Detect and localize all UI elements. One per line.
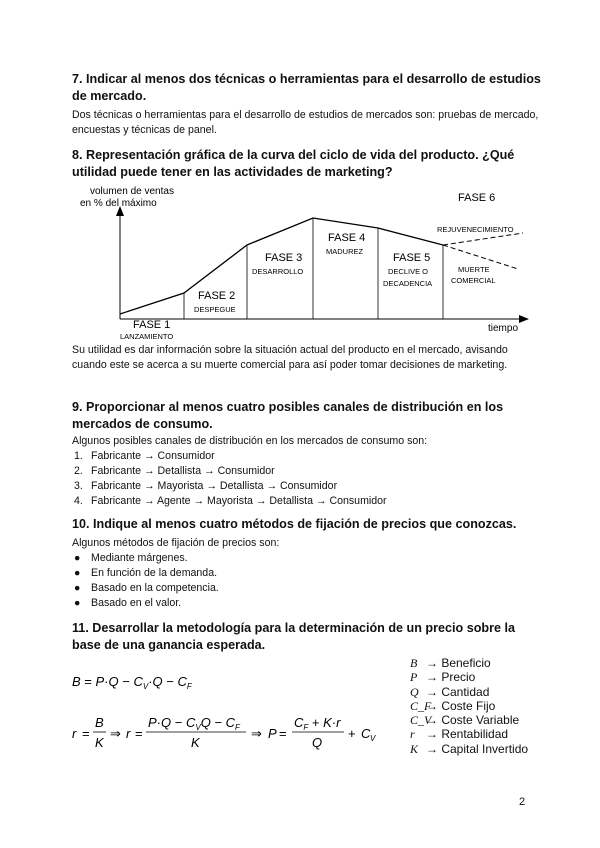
phase-2-name: FASE 2 — [198, 290, 236, 302]
q10-intro: Algunos métodos de fijación de precios son: — [72, 537, 280, 549]
phase-4-name: FASE 4 — [328, 232, 366, 244]
legend-item: K → Capital Invertido — [410, 741, 529, 756]
svg-text:+: + — [348, 726, 356, 741]
y-axis-label-line1: volumen de ventas — [90, 186, 174, 197]
legend-item: Q → Cantidad — [410, 684, 490, 699]
phase-3-label: DESARROLLO — [252, 267, 304, 276]
phase-3-name: FASE 3 — [265, 252, 303, 264]
svg-text:=: = — [135, 726, 143, 741]
list-item: 2. Fabricante → Detallista → Consumidor — [74, 465, 275, 477]
list-item: 3. Fabricante → Mayorista → Detallista → Consumidor — [74, 480, 338, 492]
y-axis-label-line2: en % del máximo — [80, 198, 157, 209]
phase-1-name: FASE 1 — [133, 319, 171, 331]
svg-text:CF + K·r: $C_F + K\cdot r$ — [294, 715, 341, 732]
life-cycle-curve — [120, 218, 443, 314]
svg-text:⇒: ⇒ — [110, 726, 121, 741]
svg-text:P: P — [268, 726, 277, 741]
q8-answer: Su utilidad es dar información sobre la situación actual del producto en el mercado, avisando cuando este se acerca a su muerte comercial para así poder tomar decisiones de marketing. — [72, 344, 508, 371]
page-number: 2 — [519, 796, 526, 808]
phase-5-label-line2: DECADENCIA — [383, 279, 433, 288]
product-life-cycle-chart — [60, 182, 540, 342]
phase-4-label: MADUREZ — [326, 247, 364, 256]
phase-5-label-line1: DECLIVE O — [388, 267, 429, 276]
list-item: ● En función de la demanda. — [74, 567, 218, 579]
q9-heading: 9. Proporcionar al menos cuatro posibles canales de distribución en los mercados de consumo. — [72, 400, 504, 431]
svg-text:=: = — [82, 726, 90, 741]
price-formulas — [68, 664, 398, 754]
variable-legend — [410, 656, 550, 756]
list-item: ● Basado en la competencia. — [74, 582, 219, 594]
svg-text:⇒: ⇒ — [251, 726, 262, 741]
legend-item: r → Rentabilidad — [410, 727, 509, 742]
q11-heading: 11. Desarrollar la metodología para la determinación de un precio sobre la base de una ganancia esperada. — [72, 621, 516, 652]
q10-heading: 10. Indique al menos cuatro métodos de fijación de precios que conozcas. — [72, 517, 517, 531]
phase-2-label: DESPEGUE — [194, 305, 236, 314]
svg-text:B: B — [95, 715, 104, 730]
phase-6-label-up: REJUVENECIMIENTO — [437, 225, 514, 234]
q9-channel-list — [72, 449, 542, 509]
svg-text:=: = — [279, 726, 287, 741]
list-item: ● Basado en el valor. — [74, 597, 182, 609]
list-item: ● Mediante márgenes. — [74, 552, 188, 564]
q8-heading: 8. Representación gráfica de la curva del ciclo de vida del producto. ¿Qué utilidad puede tener en las actividades de marketing? — [72, 148, 515, 179]
q7-heading: 7. Indicar al menos dos técnicas o herramientas para el desarrollo de estudios de mercado. — [72, 72, 541, 103]
svg-text:C: C — [361, 726, 371, 741]
legend-item: P → Precio — [410, 670, 476, 685]
list-item: 4. Fabricante → Agente → Mayorista → Detallista → Consumidor — [74, 495, 387, 507]
x-axis-arrow — [519, 315, 529, 323]
q10-method-list — [72, 551, 542, 611]
legend-item: B → Beneficio — [410, 656, 491, 670]
svg-text:r: r — [72, 726, 77, 741]
svg-text:B = P·Q − CV·Q − CF: $B = P\cdot Q - C_V\cdot Q - C_F$ — [72, 674, 192, 691]
phase-1-label: LANZAMIENTO — [120, 332, 174, 341]
svg-text:K: K — [191, 735, 200, 750]
legend-item: C_F→ Coste Fijo — [410, 698, 496, 713]
phase-6-label-down-line2: COMERCIAL — [451, 276, 496, 285]
legend-item: C_V→ Coste Variable — [410, 713, 520, 728]
phase-6-label-down-line1: MUERTE — [458, 265, 490, 274]
phase-6-name: FASE 6 — [458, 192, 496, 204]
phase-5-name: FASE 5 — [393, 252, 431, 264]
svg-text:V: V — [370, 734, 376, 743]
svg-text:Q: Q — [312, 735, 323, 750]
list-item: 1. Fabricante → Consumidor — [74, 450, 215, 462]
svg-text:P·Q − CVQ − CF: $P\cdot Q - C_VQ - C_F$ — [148, 715, 240, 732]
svg-text:K: K — [95, 735, 104, 750]
x-axis-label: tiempo — [488, 323, 519, 334]
rejuvenation-branch — [443, 233, 523, 245]
q7-answer: Dos técnicas o herramientas para el desarrollo de estudios de mercados son: pruebas de mercado, encuestas y técnicas de panel. — [72, 109, 539, 136]
q9-intro: Algunos posibles canales de distribución en los mercados de consumo son: — [72, 435, 428, 447]
svg-text:r: r — [126, 726, 131, 741]
